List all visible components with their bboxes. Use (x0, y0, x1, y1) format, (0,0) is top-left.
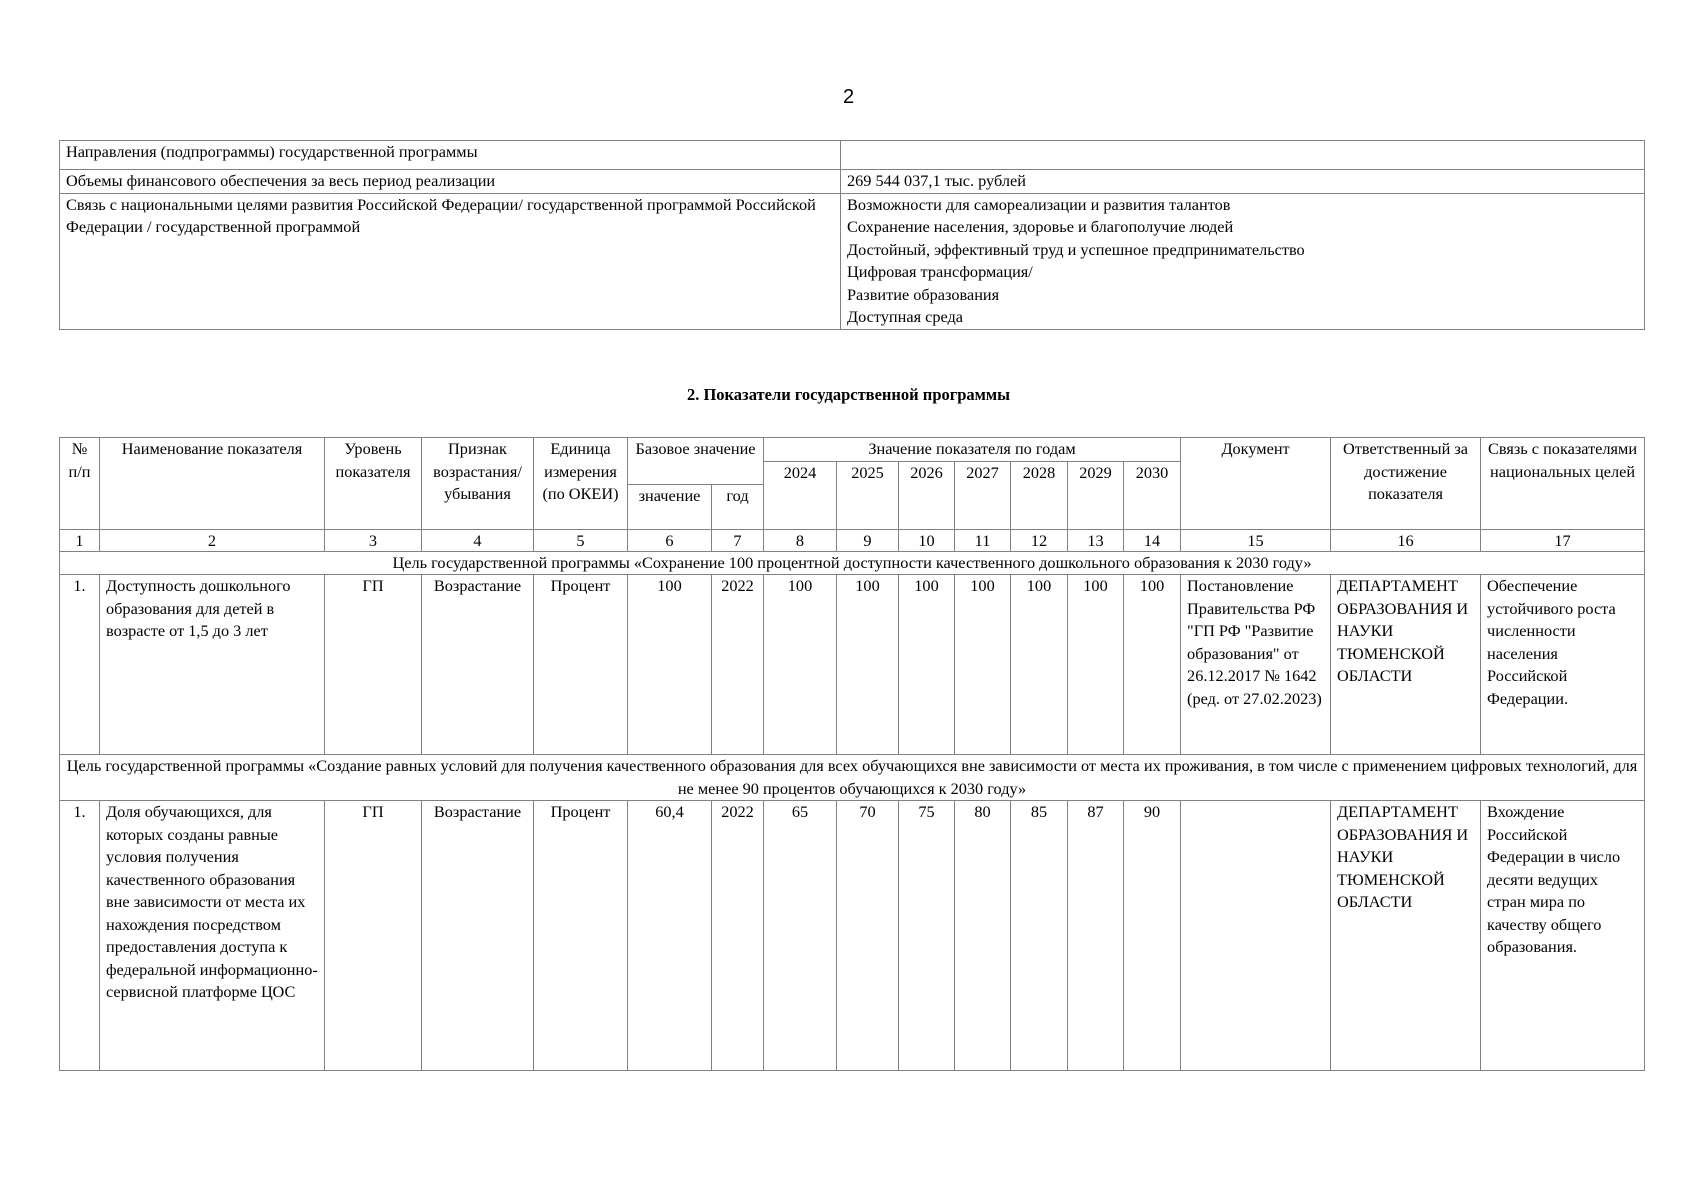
column-number: 4 (422, 529, 534, 551)
column-number: 11 (955, 529, 1011, 551)
goal-row (60, 755, 1645, 801)
header-link: Связь с показателями национальных целей (1481, 438, 1645, 530)
column-number: 15 (1181, 529, 1331, 551)
header-year: 2029 (1068, 461, 1124, 529)
value-line: Достойный, эффективный труд и успешное предпринимательство (847, 239, 1305, 259)
column-number: 17 (1481, 529, 1645, 551)
header-row (60, 438, 1645, 462)
column-number: 5 (534, 529, 628, 551)
column-number: 16 (1331, 529, 1481, 551)
header-base-value: значение (628, 484, 712, 529)
cell-trend: Возрастание (422, 801, 534, 1071)
cell-value-2027: 100 (955, 575, 1011, 755)
header-year: 2024 (764, 461, 837, 529)
cell-base-year: 2022 (712, 575, 764, 755)
value-line: Возможности для самореализации и развития талантов (847, 194, 1231, 214)
cell-unit: Процент (534, 575, 628, 755)
passport-label: Направления (подпрограммы) государственной программы (60, 141, 841, 170)
cell-name: Доступность дошкольного образования для детей в возрасте от 1,5 до 3 лет (100, 575, 325, 755)
cell-responsible: ДЕПАРТАМЕНТ ОБРАЗОВАНИЯ И НАУКИ ТЮМЕНСКОЙ ОБЛАСТИ (1331, 575, 1481, 755)
header-year: 2026 (899, 461, 955, 529)
column-number: 9 (837, 529, 899, 551)
cell-base-value: 100 (628, 575, 712, 755)
header-year: 2028 (1011, 461, 1068, 529)
header-by-years: Значение показателя по годам (764, 438, 1181, 462)
cell-link: Обеспечение устойчивого роста численности населения Российской Федерации. (1481, 575, 1645, 755)
header-year: 2025 (837, 461, 899, 529)
column-number: 8 (764, 529, 837, 551)
cell-base-year: 2022 (712, 801, 764, 1071)
header-unit: Единица измерения (по ОКЕИ) (534, 438, 628, 530)
header-document: Документ (1181, 438, 1331, 530)
cell-value-2024: 65 (764, 801, 837, 1071)
cell-responsible: ДЕПАРТАМЕНТ ОБРАЗОВАНИЯ И НАУКИ ТЮМЕНСКОЙ ОБЛАСТИ (1331, 801, 1481, 1071)
cell-value-2026: 100 (899, 575, 955, 755)
column-number: 12 (1011, 529, 1068, 551)
cell-value-2030: 100 (1124, 575, 1181, 755)
header-trend: Признак возрастания/ убывания (422, 438, 534, 530)
cell-link: Вхождение Российской Федерации в число десяти ведущих стран мира по качеству общего образования. (1481, 801, 1645, 1071)
cell-document: Постановление Правительства РФ "ГП РФ "Развитие образования" от 26.12.2017 № 1642 (ред. от 27.02.2023) (1181, 575, 1331, 755)
header-responsible: Ответственный за достижение показателя (1331, 438, 1481, 530)
column-number: 7 (712, 529, 764, 551)
column-number: 3 (325, 529, 422, 551)
cell-level: ГП (325, 801, 422, 1071)
cell-value-2025: 100 (837, 575, 899, 755)
column-numbers-row (60, 529, 1645, 551)
column-number: 14 (1124, 529, 1181, 551)
cell-num: 1. (60, 801, 100, 1071)
passport-row (60, 193, 1645, 329)
cell-value-2029: 87 (1068, 801, 1124, 1071)
indicators-table (59, 437, 1645, 1071)
cell-value-2025: 70 (837, 801, 899, 1071)
passport-label: Объемы финансового обеспечения за весь период реализации (60, 170, 841, 194)
header-name: Наименование показателя (100, 438, 325, 530)
passport-value (841, 141, 1645, 170)
value-line: Цифровая трансформация/ (847, 262, 1033, 281)
column-number: 6 (628, 529, 712, 551)
column-number: 13 (1068, 529, 1124, 551)
column-number: 1 (60, 529, 100, 551)
header-num: № п/п (60, 438, 100, 530)
value-line: Сохранение населения, здоровье и благополучие людей (847, 217, 1234, 236)
cell-base-value: 60,4 (628, 801, 712, 1071)
passport-row (60, 141, 1645, 170)
value-line: Развитие образования (847, 284, 1000, 304)
cell-value-2028: 100 (1011, 575, 1068, 755)
section-title: 2. Показатели государственной программы (686, 385, 1011, 404)
value-line: Доступная среда (847, 307, 964, 326)
table-row (60, 575, 1645, 755)
passport-value (841, 193, 1645, 329)
cell-value-2026: 75 (899, 801, 955, 1071)
passport-value: 269 544 037,1 тыс. рублей (841, 170, 1645, 194)
goal-title: Цель государственной программы «Сохранение 100 процентной доступности качественного дошкольного образования к 2030 году» (60, 551, 1645, 575)
page-number: 2 (842, 86, 855, 108)
passport-row (60, 170, 1645, 194)
passport-table (59, 140, 1645, 330)
table-row (60, 801, 1645, 1071)
cell-num: 1. (60, 575, 100, 755)
cell-value-2027: 80 (955, 801, 1011, 1071)
goal-row (60, 551, 1645, 575)
header-base-year: год (712, 484, 764, 529)
column-number: 2 (100, 529, 325, 551)
cell-unit: Процент (534, 801, 628, 1071)
cell-value-2028: 85 (1011, 801, 1068, 1071)
header-level: Уровень показателя (325, 438, 422, 530)
cell-name: Доля обучающихся, для которых созданы равные условия получения качественного образования вне зависимости от места их нахождения посредством предоставления доступа к федеральной информационно-сервисной платформе ЦОС (100, 801, 325, 1071)
cell-trend: Возрастание (422, 575, 534, 755)
passport-label: Связь с национальными целями развития Российской Федерации/ государственной программой Российской Федерации / государственной программой (60, 193, 841, 329)
goal-title: Цель государственной программы «Создание равных условий для получения качественного образования для всех обучающихся вне зависимости от места их проживания, в том числе с применением цифровых технологий, для не менее 90 процентов обучающихся к 2030 году» (60, 755, 1645, 801)
cell-document (1181, 801, 1331, 1071)
cell-value-2029: 100 (1068, 575, 1124, 755)
cell-value-2030: 90 (1124, 801, 1181, 1071)
cell-level: ГП (325, 575, 422, 755)
header-year: 2030 (1124, 461, 1181, 529)
header-base: Базовое значение (628, 438, 764, 485)
column-number: 10 (899, 529, 955, 551)
header-year: 2027 (955, 461, 1011, 529)
cell-value-2024: 100 (764, 575, 837, 755)
